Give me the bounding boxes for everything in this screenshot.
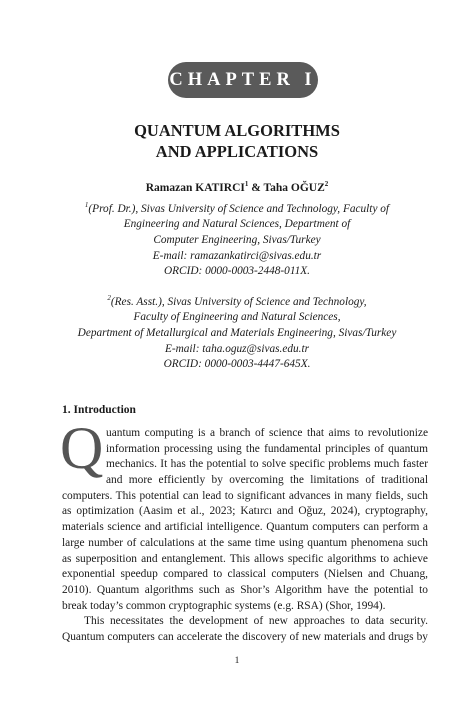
affiliation-1-orcid: ORCID: 0000-0003-2448-011X. (164, 265, 310, 278)
chapter-title (0, 120, 474, 162)
author-separator: & (248, 181, 264, 194)
affiliation-1-email: E-mail: ramazankatirci@sivas.edu.tr (152, 249, 322, 262)
author-1: Ramazan KATIRCI (145, 181, 245, 194)
affiliation-2-mark: 2 (107, 294, 111, 302)
affiliation-1-line: Engineering and Natural Sciences, Department of (123, 218, 351, 231)
author-2: Taha OĞUZ (263, 181, 325, 194)
body-line: mechanics. It has the potential to solve specific problems much faster (106, 458, 428, 471)
affiliation-2-email: E-mail: taha.oguz@sivas.edu.tr (164, 342, 310, 355)
body-line: This necessitates the development of new approaches to data security. (84, 615, 428, 628)
affiliation-2-line: Faculty of Engineering and Natural Sciences, (133, 311, 341, 324)
body-line: Quantum computers can accelerate the discovery of new materials and drugs by (62, 630, 428, 643)
body-line: exponential speedup compared to classical computers (Nielsen and Chuang, (62, 568, 428, 581)
body-line: computers. This potential can lead to significant advances in many fields, such (62, 489, 428, 502)
chapter-badge (168, 62, 318, 98)
affiliation-1-mark: 1 (84, 201, 89, 209)
affiliation-2-line: $^2$(Res. Asst.), Sivas University of Science and Technology, (107, 294, 367, 308)
chapter-label: CHAPTER I (169, 69, 317, 90)
affiliation-2-line: Department of Metallurgical and Materials Engineering, Sivas/Turkey (77, 326, 397, 339)
body-line: as superposition and entanglement. This allows specific algorithms to achieve (62, 552, 428, 565)
body-line: large number of calculations at the same time using quantum phenomena such (62, 536, 428, 549)
body-line: and more efficiently by overcoming the limitations of traditional (106, 474, 428, 487)
affiliation-1-line: Computer Engineering, Sivas/Turkey (153, 233, 321, 246)
affiliation-1 (0, 198, 474, 280)
body-line: information processing using the fundamental principles of quantum (106, 442, 428, 455)
page-number: 1 (234, 656, 240, 666)
affiliation-2-orcid: ORCID: 0000-0003-4447-645X. (163, 358, 311, 371)
author-1-mark: 1 (244, 180, 249, 188)
author-line (0, 180, 474, 194)
body-line: materials science and artificial intelligence. Quantum computers can perform a (62, 521, 428, 534)
author-2-mark: 2 (324, 180, 329, 188)
affiliation-1-line: $^1$(Prof. Dr.), Sivas University of Science and Technology, Faculty of (84, 201, 390, 215)
title-line-2: AND APPLICATIONS (155, 142, 319, 161)
body-line: break today’s common cryptographic systems (e.g. RSA) (Shor, 1994). (62, 599, 386, 612)
body-line: 2010). Quantum algorithms such as Shor’s Algorithm have the potential to (62, 583, 428, 596)
body-line: as optimization (Aasim et al., 2023; Katırcı and Oğuz, 2024), cryptography, (62, 505, 428, 518)
drop-cap: Q (60, 415, 104, 481)
title-line-1: QUANTUM ALGORITHMS (134, 121, 340, 140)
affiliation-2 (0, 291, 474, 373)
section-heading: 1. Introduction (62, 404, 136, 416)
body-line: uantum computing is a branch of science that aims to revolutionize (106, 427, 428, 439)
body-text (62, 426, 428, 646)
